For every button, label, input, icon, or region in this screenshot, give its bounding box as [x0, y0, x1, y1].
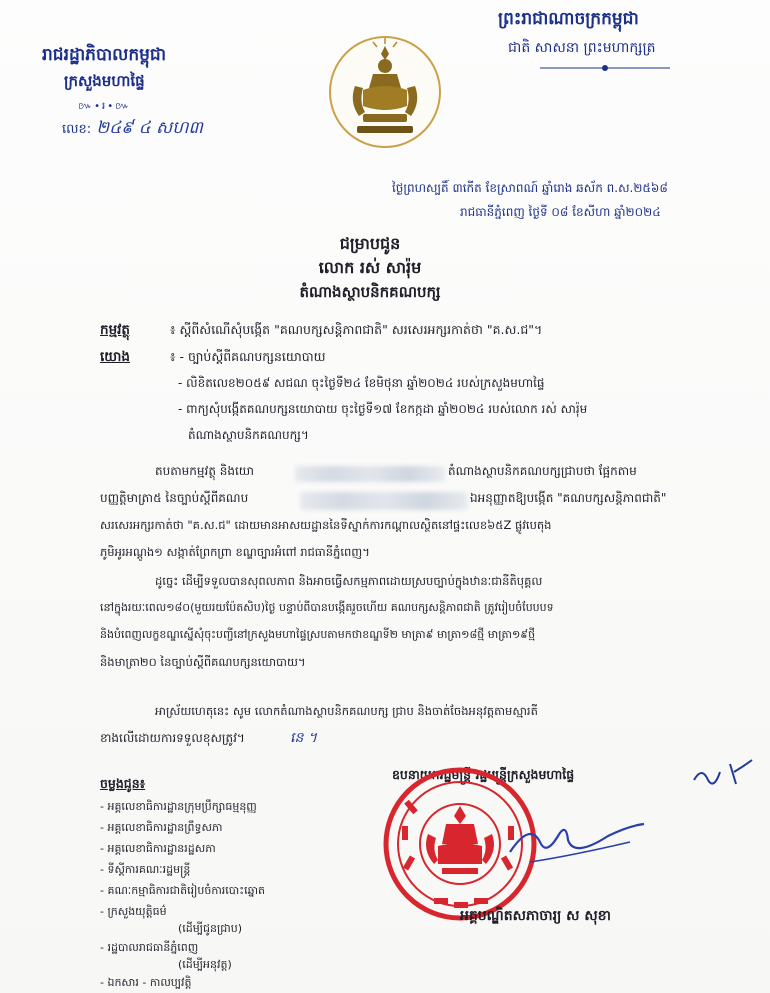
handwritten-initials	[690, 754, 760, 794]
cc-item: - ទីស្តីការគណៈរដ្ឋមន្ត្រី	[100, 863, 191, 876]
lunar-date: ថ្ងៃព្រហស្បតិ៍ ៣កើត ខែស្រាពណ៍ ឆ្នាំរោង ឆស័ក ព.ស.២៥៦៨	[392, 181, 668, 195]
reference-item: ៖ - ច្បាប់ស្តីពីគណបក្សនយោបាយ	[170, 349, 326, 364]
ref-label: លេខ:	[62, 122, 92, 137]
royal-emblem	[327, 34, 443, 150]
cc-item: - រដ្ឋបាលរាជធានីភ្នំពេញ	[100, 941, 199, 954]
body-text: ឯអនុញ្ញាតឱ្យបង្កើត "គណបក្សសន្តិភាពជាតិ"	[470, 491, 667, 505]
body-text: ភូមិអូរអណ្តូង១ សង្កាត់ព្រែកព្រា ខណ្ឌច្បារអំពៅ រាជធានីភ្នំពេញ។	[100, 545, 370, 559]
cc-item: - គណៈកម្មាធិការជាតិរៀបចំការបោះឆ្នោត	[100, 884, 266, 897]
reference-label: យោង	[100, 349, 130, 365]
body-text: នៅក្នុងរយៈពេល១៨០(មួយរយប៉ែតសិប)ថ្ងៃ បន្ទាប់ពីបានបង្កើតរួចហើយ គណបក្សសន្តិភាពជាតិ ត្រូវរៀបចំបែបបទ	[100, 601, 554, 614]
recipient-name: លោក រស់ សារ៉ុម	[318, 258, 422, 277]
reference-number	[62, 117, 203, 142]
subject-label: កម្មវត្ថុ	[100, 322, 130, 338]
solar-date: រាជធានីភ្នំពេញ ថ្ងៃទី ០៨ ខែសីហា ឆ្នាំ២០២៤	[460, 205, 661, 219]
national-motto: ជាតិ សាសនា ព្រះមហាក្សត្រ	[508, 40, 656, 56]
body-text: ដូច្នេះ ដើម្បីទទួលបានសុពលភាព និងអាចធ្វើសកម្មភាពដោយស្របច្បាប់ក្នុងឋានៈជានីតិបុគ្គល	[155, 574, 543, 588]
recipient-salutation: ជម្រាបជូន	[339, 234, 401, 253]
cc-item: - អគ្គលេខាធិការដ្ឋានក្រុមប្រឹក្សាធម្មនុញ្ញ	[100, 800, 257, 813]
body-text: តំណាងស្ថាបនិកគណបក្សជ្រាបថា ផ្អែកតាម	[448, 464, 637, 478]
cc-note: (ដើម្បីជូនជ្រាប)	[178, 922, 243, 935]
body-text: អាស្រ័យហេតុនេះ សូម លោកតំណាងស្ថាបនិកគណបក្ស ជ្រាប និងចាត់ចែងអនុវត្តតាមស្មារតី	[155, 704, 538, 718]
reference-item: តំណាងស្ថាបនិកគណបក្ស។	[188, 428, 309, 442]
signatory-name: អគ្គបណ្ឌិតសភាចារ្យ ស សុខា	[460, 908, 611, 924]
govt-name: រាជរដ្ឋាភិបាលកម្ពុជា	[42, 45, 167, 65]
body-text: និងមាត្រា២០ នៃច្បាប់ស្តីពីគណបក្សនយោបាយ។	[100, 655, 306, 669]
body-text: សរសេរអក្សរកាត់ថា "គ.ស.ជ" ដោយមានអាសយដ្ឋាននៃទីស្នាក់ការកណ្តាលស្ថិតនៅផ្ទះលេខ៦៥Z ផ្លូវបេតុង	[100, 518, 552, 532]
reference-item: - លិខិតលេខ២០៥៩ សជណ ចុះថ្ងៃទី២៤ ខែមិថុនា ឆ្នាំ២០២៤ របស់ក្រសួងមហាផ្ទៃ	[178, 376, 545, 390]
redacted-block	[295, 466, 445, 482]
ref-value: ២៤៩ ៤ សហ៣	[96, 118, 203, 138]
handwritten-signature	[500, 812, 650, 872]
cc-label: ចម្លងជូន៖	[100, 776, 146, 791]
subject-text: ៖ ស្តីពីសំណើសុំបង្កើត "គណបក្សសន្តិភាពជាតិ" សរសេរអក្សរកាត់ថា "គ.ស.ជ"។	[170, 322, 543, 337]
motto-underline	[540, 62, 670, 74]
body-text: ខាងលើដោយការទទួលខុសត្រូវ។	[100, 731, 245, 745]
cc-item: - អគ្គលេខាធិការដ្ឋានរដ្ឋសភា	[100, 842, 216, 855]
redacted-block	[300, 492, 468, 510]
handwritten-note: នេ ។	[290, 730, 318, 746]
recipient-title: តំណាងស្ថាបនិកគណបក្ស	[299, 283, 441, 301]
body-text: តបតាមកម្មវត្ថុ និងយោ	[155, 464, 255, 478]
body-text: និងបំពេញលក្ខខណ្ឌស្នើសុំចុះបញ្ជីនៅក្រសួងមហាផ្ទៃស្របតាមកថាខណ្ឌទី២ មាត្រា៩ មាត្រា១៨ថ្មី មាត្រា១៩ថ្មី	[100, 628, 536, 641]
reference-item: - ពាក្យសុំបង្កើតគណបក្សនយោបាយ ចុះថ្ងៃទី១៧ ខែកក្កដា ឆ្នាំ២០២៤ របស់លោក រស់ សារ៉ុម	[178, 402, 588, 416]
kingdom-title: ព្រះរាជាណាចក្រកម្ពុជា	[498, 9, 639, 29]
header-separator: ៚•៛•៚	[78, 101, 132, 112]
ministry-name: ក្រសួងមហាផ្ទៃ	[64, 72, 145, 90]
cc-item: - អគ្គលេខាធិការដ្ឋានព្រឹទ្ធសភា	[100, 821, 223, 834]
signatory-title: ឧបនាយករដ្ឋមន្ត្រី រដ្ឋមន្ត្រីក្រសួងមហាផ្ទៃ	[392, 767, 575, 782]
cc-item: - ក្រសួងយុត្តិធម៌	[100, 905, 167, 918]
cc-item: - ឯកសារ - កាលប្បវត្តិ	[100, 976, 192, 989]
body-text: បញ្ញត្តិមាត្រា៥ នៃច្បាប់ស្តីពីគណប	[100, 491, 249, 505]
cc-note: (ដើម្បីអនុវត្ត)	[178, 958, 232, 971]
